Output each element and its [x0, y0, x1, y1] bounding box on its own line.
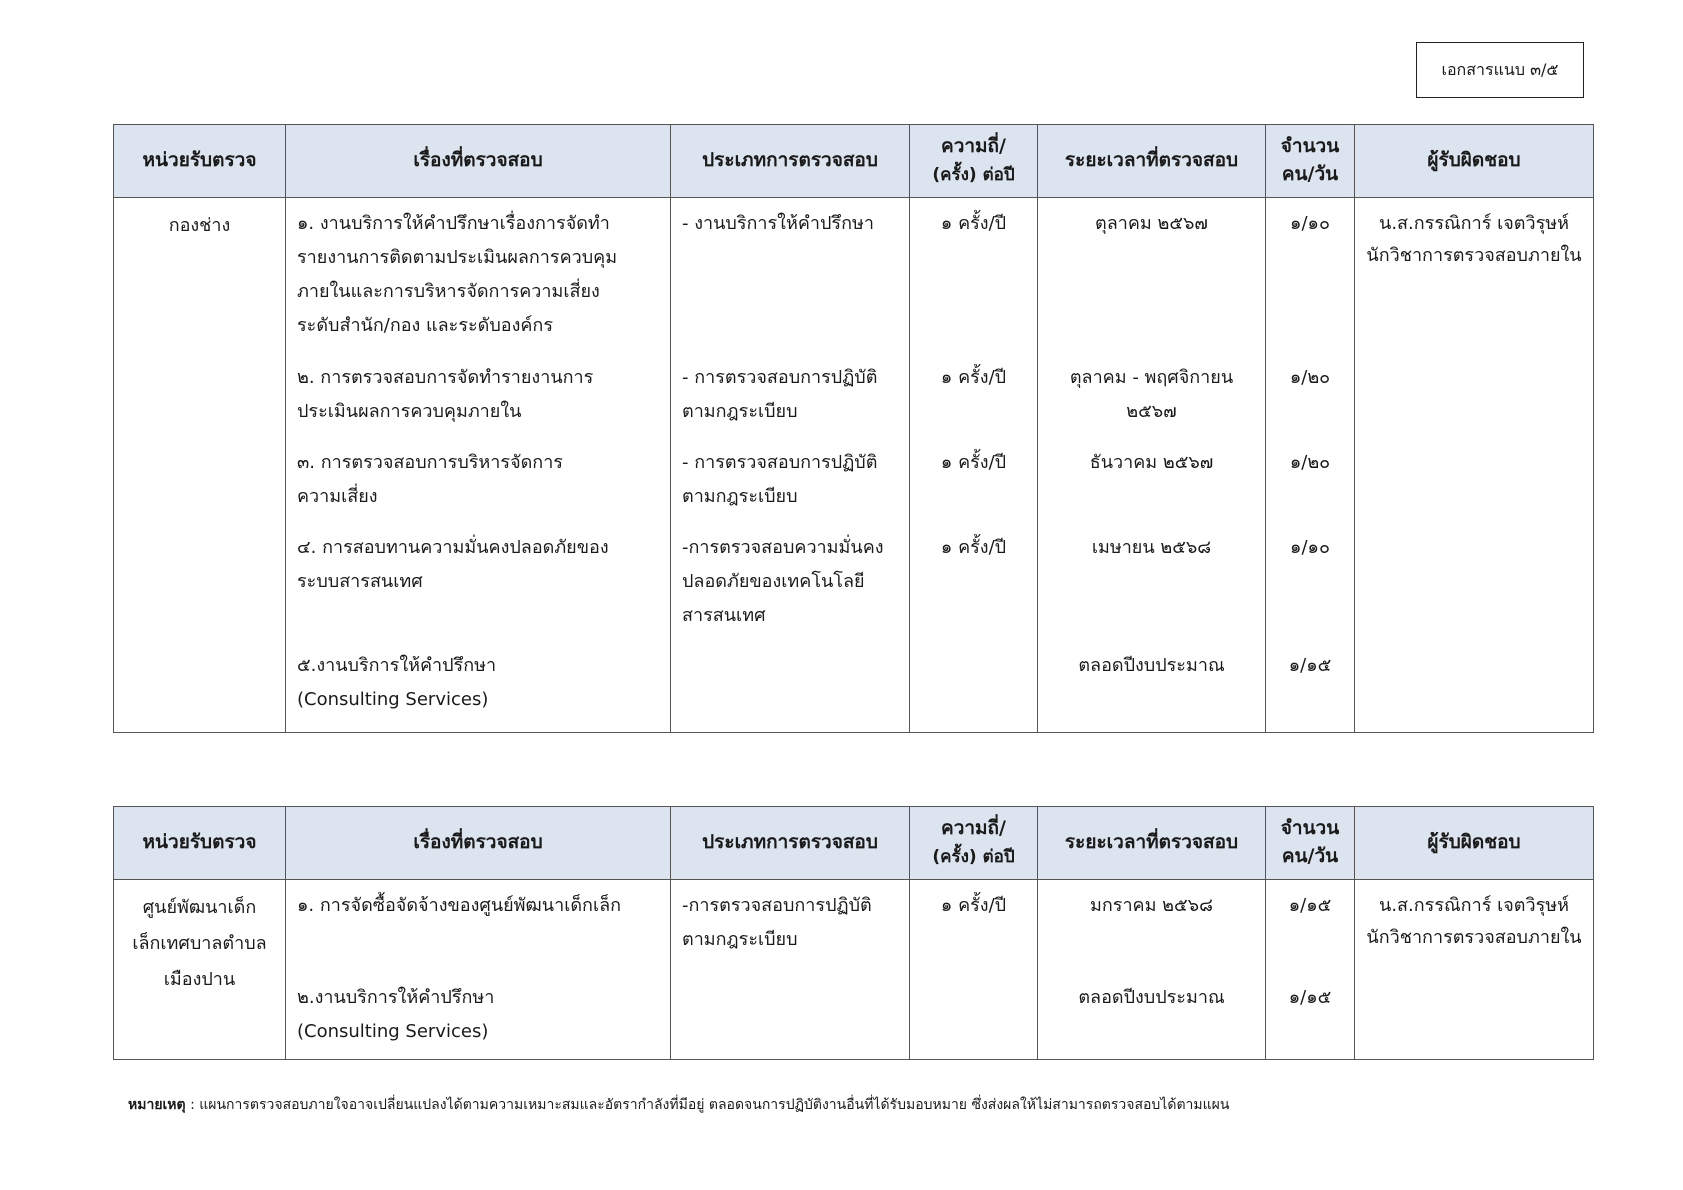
row-1-people — [1267, 881, 1353, 973]
owner-cell — [1355, 198, 1594, 733]
row-2-people — [1267, 353, 1353, 438]
row-5-people — [1267, 641, 1353, 731]
topic-line: ๓. การตรวจสอบการบริหารจัดการ — [297, 452, 563, 473]
header-owner: ผู้รับผิดชอบ — [1355, 125, 1594, 198]
owner-cell — [1355, 880, 1594, 1060]
type-cell — [671, 198, 910, 733]
table-header-row — [114, 807, 1594, 880]
row-1-people — [1267, 199, 1353, 353]
period-line: ตลอดปีงบประมาณ — [1078, 987, 1225, 1008]
row-3-period — [1039, 438, 1264, 523]
header-owner: ผู้รับผิดชอบ — [1355, 807, 1594, 880]
row-1-type — [672, 881, 908, 973]
type-line: ตามกฎระเบียบ — [682, 401, 798, 422]
row-1-type — [672, 199, 908, 353]
topic-line: (Consulting Services) — [297, 689, 489, 710]
freq-line: ๑ ครั้ง/ปี — [940, 537, 1007, 558]
topic-line: ๒. การตรวจสอบการจัดทำรายงานการ — [297, 367, 594, 388]
header-unit: หน่วยรับตรวจ — [114, 807, 286, 880]
owner-name: น.ส.กรรณิการ์ เจตวิรุษห์ — [1379, 895, 1569, 916]
people-line: ๑/๑๕ — [1288, 895, 1332, 916]
row-2-type — [672, 353, 908, 438]
audit-plan-table-2 — [113, 806, 1594, 1060]
freq-line: ๑ ครั้ง/ปี — [940, 213, 1007, 234]
people-line: ๑/๑๐ — [1290, 537, 1330, 558]
footnote-label: หมายเหตุ — [128, 1097, 186, 1113]
row-2-people — [1267, 973, 1353, 1058]
topic-line: ประเมินผลการควบคุมภายใน — [297, 401, 522, 422]
type-line: - การตรวจสอบการปฏิบัติ — [682, 452, 878, 473]
period-line: ตุลาคม ๒๕๖๗ — [1095, 213, 1208, 234]
topic-line: ๑. การจัดซื้อจัดจ้างของศูนย์พัฒนาเด็กเล็ก — [297, 895, 622, 916]
row-5-freq — [911, 641, 1036, 731]
header-people-line2: คน/วัน — [1281, 163, 1339, 185]
topic-line: ๑. งานบริการให้คำปรึกษาเรื่องการจัดทำ — [297, 213, 610, 234]
people-line: ๑/๑๕ — [1288, 655, 1332, 676]
row-5-period — [1039, 641, 1264, 731]
header-period: ระยะเวลาที่ตรวจสอบ — [1038, 807, 1266, 880]
header-frequency-line1: ความถี่/ — [940, 135, 1006, 158]
header-people — [1266, 807, 1355, 880]
header-frequency — [910, 807, 1038, 880]
unit-name: กองช่าง — [168, 215, 231, 236]
row-5-topic — [287, 641, 669, 731]
header-topic: เรื่องที่ตรวจสอบ — [286, 807, 671, 880]
topic-line: ความเสี่ยง — [297, 486, 378, 507]
row-2-freq — [911, 973, 1036, 1058]
row-2-period — [1039, 353, 1264, 438]
row-4-freq — [911, 523, 1036, 641]
period-cell — [1038, 880, 1266, 1060]
topic-line: ระบบสารสนเทศ — [297, 571, 423, 592]
topic-cell — [286, 198, 671, 733]
header-people-line1: จำนวน — [1280, 817, 1340, 840]
period-line: มกราคม ๒๕๖๘ — [1090, 895, 1213, 916]
freq-line: ๑ ครั้ง/ปี — [940, 367, 1007, 388]
topic-cell — [286, 880, 671, 1060]
owner-position: นักวิชาการตรวจสอบภายใน — [1366, 245, 1582, 266]
period-line: ตลอดปีงบประมาณ — [1078, 655, 1225, 676]
table-header-row — [114, 125, 1594, 198]
row-1-topic — [287, 199, 669, 353]
header-frequency-line2: (ครั้ง) ต่อปี — [932, 165, 1015, 185]
row-1-period — [1039, 881, 1264, 973]
table-row — [114, 198, 1594, 733]
topic-line: รายงานการติดตามประเมินผลการควบคุม — [297, 247, 618, 268]
attachment-label: เอกสารแนบ ๓/๕ — [1416, 42, 1584, 98]
people-line: ๑/๒๐ — [1289, 452, 1331, 473]
people-cell — [1266, 880, 1355, 1060]
type-line: -การตรวจสอบความมั่นคง — [682, 537, 884, 558]
owner-name: น.ส.กรรณิการ์ เจตวิรุษห์ — [1379, 213, 1569, 234]
topic-line: ๕.งานบริการให้คำปรึกษา — [297, 655, 497, 676]
topic-line: ภายในและการบริหารจัดการความเสี่ยง — [297, 281, 600, 302]
header-people — [1266, 125, 1355, 198]
header-frequency-line2: (ครั้ง) ต่อปี — [932, 847, 1015, 867]
period-line: ธันวาคม ๒๕๖๗ — [1089, 452, 1214, 473]
row-1-freq — [911, 881, 1036, 973]
row-3-topic — [287, 438, 669, 523]
type-line: - งานบริการให้คำปรึกษา — [682, 213, 874, 234]
header-people-line2: คน/วัน — [1281, 845, 1339, 867]
header-people-line1: จำนวน — [1280, 135, 1340, 158]
topic-line: ระดับสำนัก/กอง และระดับองค์กร — [297, 315, 553, 336]
freq-line: ๑ ครั้ง/ปี — [940, 895, 1007, 916]
row-2-freq — [911, 353, 1036, 438]
header-type: ประเภทการตรวจสอบ — [671, 125, 910, 198]
type-line: ตามกฎระเบียบ — [682, 486, 798, 507]
people-line: ๑/๑๐ — [1290, 213, 1330, 234]
header-type: ประเภทการตรวจสอบ — [671, 807, 910, 880]
row-2-topic — [287, 353, 669, 438]
type-line: ตามกฎระเบียบ — [682, 929, 798, 950]
type-line: ปลอดภัยของเทคโนโลยี — [682, 571, 865, 592]
owner-position: นักวิชาการตรวจสอบภายใน — [1366, 927, 1582, 948]
row-3-freq — [911, 438, 1036, 523]
header-frequency-line1: ความถี่/ — [940, 817, 1006, 840]
frequency-cell — [910, 880, 1038, 1060]
freq-line: ๑ ครั้ง/ปี — [940, 452, 1007, 473]
footnote — [128, 1094, 1229, 1116]
type-line: -การตรวจสอบการปฏิบัติ — [682, 895, 872, 916]
type-line: - การตรวจสอบการปฏิบัติ — [682, 367, 878, 388]
row-3-people — [1267, 438, 1353, 523]
topic-line: (Consulting Services) — [297, 1021, 489, 1042]
topic-line: ๔. การสอบทานความมั่นคงปลอดภัยของ — [297, 537, 609, 558]
people-line: ๑/๑๕ — [1288, 987, 1332, 1008]
row-2-type — [672, 973, 908, 1058]
table-row — [114, 880, 1594, 1060]
people-line: ๑/๒๐ — [1289, 367, 1331, 388]
unit-name-line: เล็กเทศบาลตำบล — [132, 933, 267, 954]
period-cell — [1038, 198, 1266, 733]
footnote-text: : แผนการตรวจสอบภายใจอาจเปลี่ยนแปลงได้ตามความเหมาะสมและอัตรากำลังที่มีอยู่ ตลอดจนการปฏิบัติงานอื่นที่ได้รับมอบหมาย ซึ่งส่งผลให้ไม่สามารถตรวจสอบได้ตามแผน — [190, 1097, 1230, 1113]
header-frequency — [910, 125, 1038, 198]
row-4-topic — [287, 523, 669, 641]
row-4-people — [1267, 523, 1353, 641]
row-1-freq — [911, 199, 1036, 353]
unit-name-line: เมืองปาน — [163, 969, 236, 990]
header-unit: หน่วยรับตรวจ — [114, 125, 286, 198]
row-3-type — [672, 438, 908, 523]
row-1-period — [1039, 199, 1264, 353]
row-4-type — [672, 523, 908, 641]
unit-name-line: ศูนย์พัฒนาเด็ก — [142, 897, 257, 918]
row-4-period — [1039, 523, 1264, 641]
period-line: ตุลาคม - พฤศจิกายน — [1069, 367, 1234, 388]
type-cell — [671, 880, 910, 1060]
row-2-period — [1039, 973, 1264, 1058]
unit-cell — [114, 198, 286, 733]
topic-line: ๒.งานบริการให้คำปรึกษา — [297, 987, 495, 1008]
audit-plan-table-1 — [113, 124, 1594, 733]
period-line: ๒๕๖๗ — [1126, 401, 1177, 422]
row-2-topic — [287, 973, 669, 1058]
header-period: ระยะเวลาที่ตรวจสอบ — [1038, 125, 1266, 198]
period-line: เมษายน ๒๕๖๘ — [1091, 537, 1212, 558]
row-1-topic — [287, 881, 669, 973]
row-5-type — [672, 641, 908, 731]
frequency-cell — [910, 198, 1038, 733]
people-cell — [1266, 198, 1355, 733]
unit-cell — [114, 880, 286, 1060]
header-topic: เรื่องที่ตรวจสอบ — [286, 125, 671, 198]
type-line: สารสนเทศ — [682, 605, 766, 626]
